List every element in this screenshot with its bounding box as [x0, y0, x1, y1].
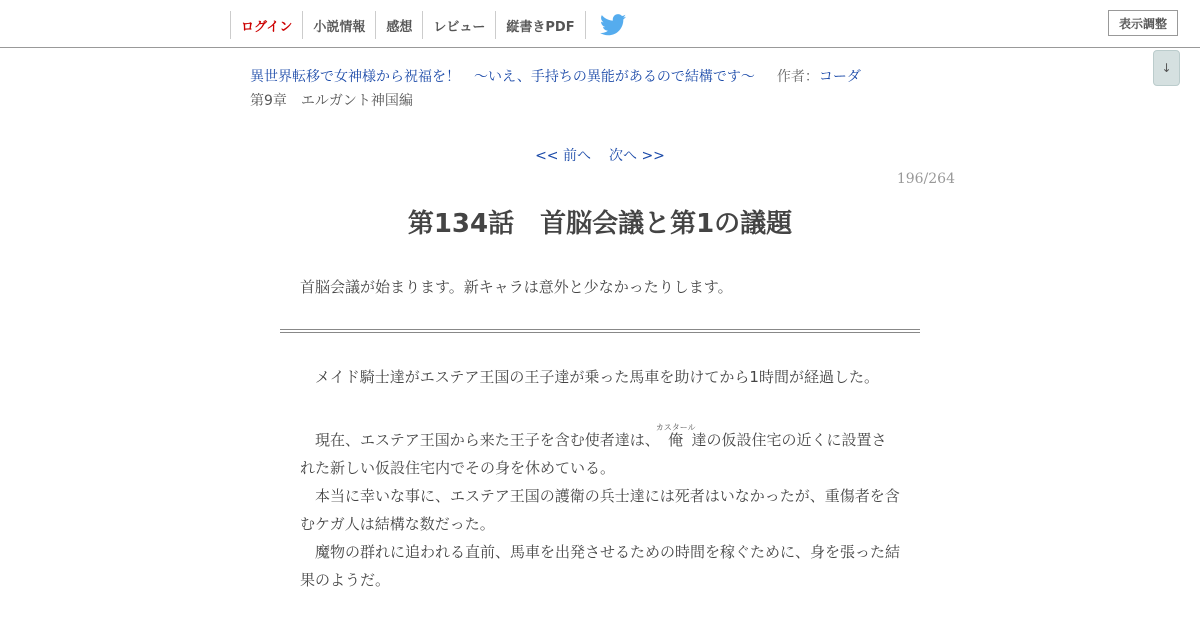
review-link[interactable]: レビュー	[422, 11, 495, 39]
novel-body	[300, 363, 900, 594]
chapter-title: 第9章 エルガント神国編	[250, 93, 413, 109]
author-name-link[interactable]: コーダ	[818, 69, 861, 85]
next-page-link[interactable]: 次へ >>	[609, 148, 665, 164]
preface-text: 首脳会議が始まります。新キャラは意外と少なかったりします。	[300, 278, 733, 296]
preface-divider	[280, 329, 920, 333]
ruby-annotation	[655, 423, 696, 449]
novel-info-link[interactable]: 小説情報	[302, 11, 375, 39]
body-paragraph: メイド騎士達がエステア王国の王子達が乗った馬車を助けてから1時間が経過した。	[300, 368, 879, 386]
series-title-link[interactable]: 異世界転移で女神様から祝福を！ ～いえ、手持ちの異能があるので結構です～	[250, 69, 755, 85]
episode-count: 196/264	[896, 171, 955, 187]
episode-title: 第134話 首脳会議と第1の議題	[407, 209, 793, 239]
vertical-pdf-link[interactable]: 縦書きPDF	[495, 11, 585, 39]
display-settings-button[interactable]: 表示調整	[1108, 10, 1178, 36]
login-link[interactable]: ログイン	[230, 11, 302, 39]
impressions-link[interactable]: 感想	[375, 11, 422, 39]
pager	[0, 145, 1200, 165]
ruby-base: 俺	[655, 431, 696, 449]
scroll-down-button[interactable]: ↓	[1153, 50, 1180, 86]
body-paragraph: 本当に幸いな事に、エステア王国の護衛の兵士達には死者はいなかったが、重傷者を含むケガ人は結構な数だった。	[300, 487, 900, 533]
author-label: 作者：	[776, 69, 819, 85]
twitter-bird-icon[interactable]	[600, 14, 626, 36]
body-text: 現在、エステア王国から来た王子を含む使者達は、	[300, 431, 660, 449]
body-text: 達の仮設住宅の近くに設置された新しい仮設住宅内でその身を休めている。	[300, 431, 887, 477]
ruby-text: カスタール	[655, 423, 696, 432]
top-navigation-bar	[0, 0, 1200, 48]
prev-page-link[interactable]: << 前へ	[535, 148, 591, 164]
nav-menu	[230, 11, 586, 39]
paragraph-gap	[300, 391, 900, 423]
body-paragraph: 魔物の群れに追われる直前、馬車を出発させるための時間を稼ぐために、身を張った結果のようだ。	[300, 543, 901, 589]
body-paragraph	[300, 423, 900, 482]
series-info	[250, 66, 861, 86]
